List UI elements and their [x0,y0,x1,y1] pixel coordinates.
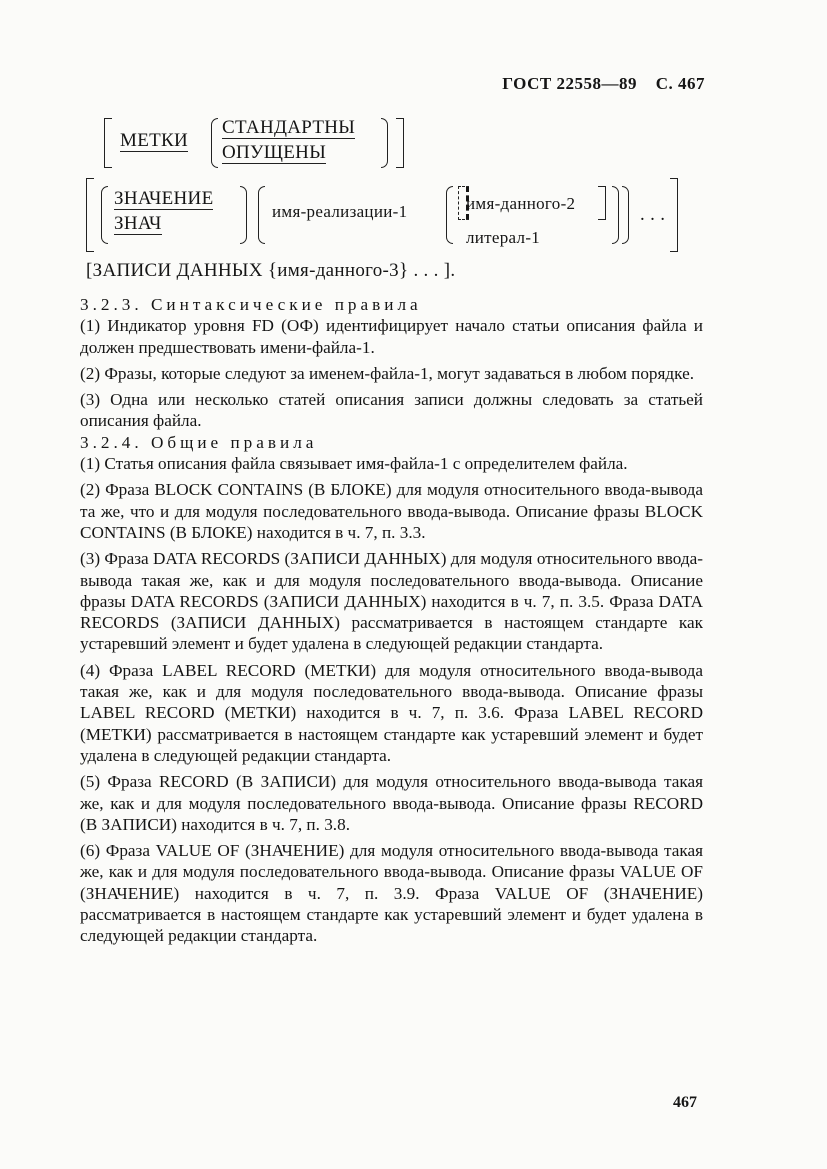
syntax-standard: СТАНДАРТНЫ [222,117,356,138]
section-heading-323: 3.2.3. Синтаксические правила [80,295,422,314]
bracket-left-2 [86,178,94,252]
bracket-right [396,118,404,168]
brace-right [381,118,388,168]
page-header [488,74,705,94]
body-text [80,294,703,947]
rule-323-2: (2) Фразы, которые следуют за именем-файла-1, могут задаваться в любом порядке. [80,363,695,383]
bracket-left [104,118,112,168]
brace-left-4 [446,186,453,244]
rule-324-6: (6) Фраза VALUE OF (ЗНАЧЕНИЕ) для модуля относительного ввода-вывода такая же, как и для модуля последовательного ввода-вывода. Описание фразы VALUE OF (ЗНАЧЕНИЕ) находится в ч. 7, п. 3.9. Фраза VALUE OF (ЗНАЧЕНИЕ) рассматривается в настоящем стандарте как устаревший элемент и будет удалена в следующей редакции стандарта. [80,841,703,946]
rule-324-5: (5) Фраза RECORD (В ЗАПИСИ) для модуля относительного ввода-вывода такая же, как и для модуля последовательного ввода-вывода. Описание фразы RECORD (В ЗАПИСИ) находится в ч. 7, п. 3.8. [80,772,703,834]
section-heading-324: 3.2.4. Общие правила [80,432,318,452]
syntax-omitted: ОПУЩЕНЫ [222,142,327,163]
brace-left [211,118,218,168]
syntax-data-name-2: имя-данного-2 [466,194,576,213]
rule-323-3: (3) Одна или несколько статей описания записи должны следовать за статьей описания файла. [80,390,703,431]
rule-323-1: (1) Индикатор уровня FD (ОФ) идентифицирует начало статьи описания файла и должен предшествовать имени-файла-1. [80,316,703,357]
page-number: 467 [673,1094,697,1111]
brace-right-2 [240,186,247,244]
brace-left-3 [258,186,265,244]
syntax-ellipsis: . . . [640,204,666,225]
header-page: С. 467 [655,74,705,93]
rule-324-4: (4) Фраза LABEL RECORD (МЕТКИ) для модуля относительного ввода-вывода такая же, как и для модуля последовательного ввода-вывода. Описание фразы LABEL RECORD (МЕТКИ) находится в ч. 7, п. 3.6. Фраза LABEL RECORD (МЕТКИ) рассматривается в настоящем стандарте как устаревший элемент и будет удалена в следующей редакции стандарта. [80,660,703,765]
rule-324-3: (3) Фраза DATA RECORDS (ЗАПИСИ ДАННЫХ) для модуля относительного ввода-вывода такая же, как и для модуля последовательного ввода-вывода. Описание фразы DATA RECORDS (ЗАПИСИ ДАННЫХ) находится в ч. 7, п. 3.5. Фраза DATA RECORDS (ЗАПИСИ ДАННЫХ) рассматривается в настоящем стандарте как устаревший элемент и будет удалена в следующей редакции стандарта. [80,549,703,654]
syntax-literal: литерал-1 [466,228,541,247]
brace-left-2 [101,186,108,244]
brace-right-4 [612,186,619,244]
syntax-data-records: [ЗАПИСИ ДАННЫХ {имя-данного-3} . . . ]. [86,260,456,281]
syntax-impl-name: имя-реализации-1 [272,202,408,221]
syntax-value: ЗНАЧЕНИЕ [114,188,214,209]
rule-324-1: (1) Статья описания файла связывает имя-файла-1 с определителем файла. [80,454,628,474]
syntax-value-short: ЗНАЧ [114,213,162,234]
syntax-labels: МЕТКИ [120,130,188,151]
bracket-inner-right [598,186,606,220]
bracket-right-2 [670,178,678,252]
rule-324-2: (2) Фраза BLOCK CONTAINS (В БЛОКЕ) для модуля относительного ввода-вывода та же, что и для модуля последовательного ввода-вывода. Описание фразы BLOCK CONTAINS (В БЛОКЕ) находится в ч. 7, п. 3.3. [80,480,703,542]
standard-number: ГОСТ 22558—89 [502,74,637,93]
brace-right-3 [622,186,629,244]
